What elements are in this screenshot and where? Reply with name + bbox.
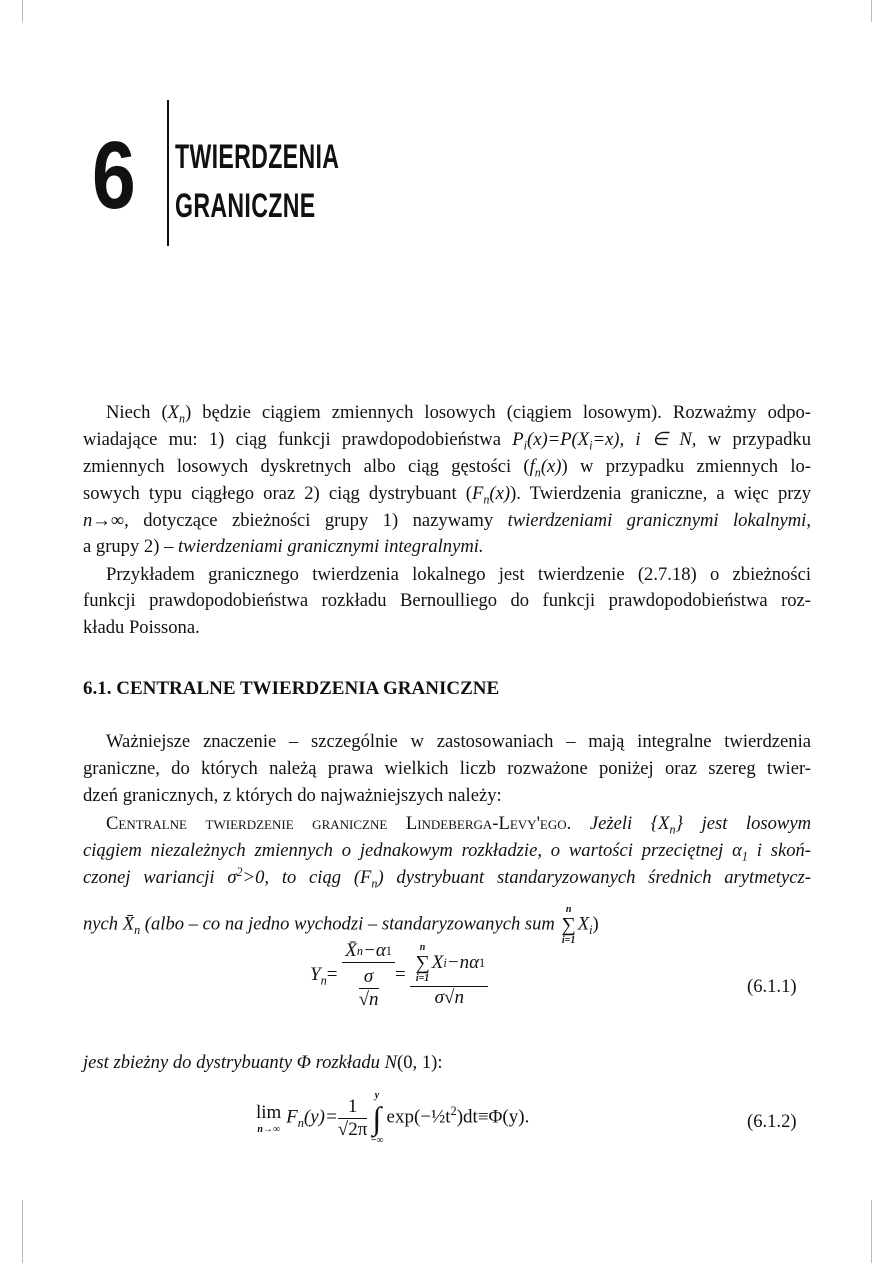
formula-text: )dt≡Φ(y). xyxy=(456,1106,530,1128)
text-run: n xyxy=(534,465,541,480)
text-run: n xyxy=(669,822,676,837)
fraction: n ∑ i=1 X i −nα 1 σ√n xyxy=(410,942,488,1009)
text-run: ) będzie ciągiem zmiennych losowych (ciągiem losowym). Rozważmy odpo- xyxy=(185,402,811,423)
text-line xyxy=(83,840,811,862)
limit-operator xyxy=(256,1102,281,1135)
formula-text: √2π xyxy=(337,1118,368,1140)
text-run: X xyxy=(167,402,180,423)
text-line xyxy=(83,536,811,558)
text-run: ) dystrybuant standaryzowanych średnich arytmetycz- xyxy=(377,867,811,888)
sum-limit: n xyxy=(419,942,426,953)
text-run: f xyxy=(529,456,535,477)
text-line xyxy=(83,429,811,451)
text-run: w przypadku xyxy=(696,429,811,450)
text-run: kładu Poissona. xyxy=(83,617,200,638)
equation-number: (6.1.2) xyxy=(747,1111,797,1132)
text-run: (albo – co na jedno wychodzi – standaryzowanych sum xyxy=(140,913,560,935)
text-line xyxy=(83,564,811,586)
formula-text: n xyxy=(297,1116,304,1131)
text-run: Przykładem granicznego twierdzenia lokalnego jest twierdzenie (2.7.18) o zbieżności xyxy=(106,564,811,585)
formula-text: −α xyxy=(363,940,386,961)
text-run: dzeń granicznych, z których do najważniejszych należy: xyxy=(83,785,502,806)
formula-text: 2 xyxy=(450,1104,457,1119)
sum-symbol xyxy=(415,942,429,984)
formula-text: exp(−½t xyxy=(386,1106,451,1128)
text-run: →∞, dotyczące zbieżności grupy 1) nazywamy xyxy=(92,510,508,531)
text-run: to ciąg (F xyxy=(281,867,372,888)
sum-symbol xyxy=(562,904,576,946)
formula-text: y xyxy=(374,1090,380,1101)
formula-text: √n xyxy=(358,989,379,1010)
text-run: (0, 1): xyxy=(397,1052,443,1073)
sum-limit: i=1 xyxy=(415,973,430,984)
chapter-title-line2: GRANICZNE xyxy=(175,187,316,225)
text-line xyxy=(83,731,811,753)
text-run: N xyxy=(384,1052,398,1073)
text-run: 2 xyxy=(236,864,243,879)
text-run: nych X̄ xyxy=(83,913,135,935)
sum-limit: i=1 xyxy=(561,935,576,946)
text-run: Centralne twierdzenie graniczne Lindeberga-Levy'ego. xyxy=(106,813,572,834)
formula-text: −∞ xyxy=(370,1135,384,1146)
text-run: sowych typu ciągłego oraz 2) ciąg dystrybuant ( xyxy=(83,483,473,504)
chapter-divider xyxy=(167,100,169,246)
text-run: twierdzeniami granicznymi integralnymi. xyxy=(178,536,484,557)
chapter-number: 6 xyxy=(92,122,136,229)
text-run: P xyxy=(512,429,524,450)
text-run: >0, xyxy=(242,867,282,888)
sum-limit: n xyxy=(565,904,572,915)
formula-text: = xyxy=(326,963,338,985)
text-run: twierdzeniami granicznymi lokalnymi xyxy=(507,510,807,531)
formula-text: σ√n xyxy=(434,987,464,1008)
text-run: zmiennych losowych dyskretnych albo ciąg gęstości ( xyxy=(83,456,530,477)
text-run: =x), i ∈ N, xyxy=(592,429,697,450)
conclusion-line xyxy=(83,1052,811,1074)
fraction xyxy=(338,1096,368,1141)
crop-mark xyxy=(871,0,872,22)
text-run: funkcji prawdopodobieństwa rozkładu Bernoulliego do funkcji prawdopodobieństwa roz- xyxy=(83,590,811,611)
formula-text: −nα xyxy=(446,952,480,973)
text-line xyxy=(83,785,811,807)
text-run: (x) xyxy=(540,456,562,477)
text-run: ). Twierdzenia graniczne, a więc przy xyxy=(510,483,811,504)
text-run: ciągiem niezależnych zmiennych o jednakowym rozkładzie, o wartości przeciętnej α xyxy=(83,840,742,861)
text-run: } jest losowym xyxy=(675,813,812,834)
sum-glyph: ∑ xyxy=(561,914,576,936)
text-line xyxy=(83,864,811,891)
formula-text: σ xyxy=(363,966,374,987)
text-run: (x)=P(X xyxy=(527,429,590,450)
formula-text: n xyxy=(320,973,327,988)
formula-text: F xyxy=(286,1106,298,1128)
text-run: 1 xyxy=(741,849,748,864)
integral-operator xyxy=(370,1090,383,1146)
text-run: i skoń- xyxy=(747,840,811,861)
text-run: F xyxy=(472,483,484,504)
text-run: n xyxy=(83,510,93,531)
formula-text: = xyxy=(394,963,406,985)
text-line xyxy=(83,483,811,505)
text-run: ) xyxy=(592,913,599,935)
text-line xyxy=(83,456,811,478)
text-run: ) w przypadku zmiennych lo- xyxy=(561,456,811,477)
formula-6-1-1 xyxy=(310,940,488,1011)
text-run: (x) xyxy=(489,483,511,504)
text-run: graniczne, do których należą prawa wielkich liczb rozważone poniżej oraz szereg twier- xyxy=(83,758,811,779)
equation-number: (6.1.1) xyxy=(747,976,797,997)
chapter-title-line1: TWIERDZENIA xyxy=(175,138,340,176)
text-run: wiadające mu: 1) ciąg funkcji prawdopodobieństwa xyxy=(83,429,513,450)
crop-mark xyxy=(22,1200,23,1263)
text-run: n xyxy=(179,411,186,426)
formula-text: Y xyxy=(310,963,321,985)
text-run: n xyxy=(134,922,141,937)
formula-text: X xyxy=(431,952,444,973)
formula-text: 1 xyxy=(347,1095,358,1117)
formula-6-1-2 xyxy=(256,1090,529,1146)
text-line xyxy=(83,617,811,639)
text-run: Niech ( xyxy=(106,402,168,423)
text-run: jest zbieżny do dystrybuanty Φ rozkładu xyxy=(83,1052,385,1073)
text-run: X xyxy=(577,913,590,935)
formula-text: n→∞ xyxy=(257,1123,281,1135)
text-line xyxy=(83,813,811,835)
fraction: X̄ n −α 1 $\frac{\sigma}{√n}$ xyxy=(342,940,395,1011)
text-run: n xyxy=(483,492,490,507)
text-line xyxy=(83,402,811,424)
text-run: Ważniejsze znaczenie – szczególnie w zastosowaniach – mają integralne twierdzenia xyxy=(106,731,811,752)
text-run: a grupy 2) – xyxy=(83,536,179,557)
formula-text: (y)= xyxy=(303,1106,338,1128)
text-run: Jeżeli {X xyxy=(571,813,670,834)
text-run: czonej wariancji σ xyxy=(83,867,237,888)
text-run: i xyxy=(589,922,593,937)
formula-text: lim xyxy=(256,1101,282,1123)
formula-text: X̄ xyxy=(345,940,357,961)
text-run: i xyxy=(523,438,528,453)
text-line xyxy=(83,590,811,612)
section-heading: 6.1. CENTRALNE TWIERDZENIA GRANICZNE xyxy=(83,678,500,699)
integral-symbol: ∫ xyxy=(372,1100,382,1136)
crop-mark xyxy=(871,1200,872,1263)
text-run: , xyxy=(806,510,811,531)
text-run: n xyxy=(371,876,378,891)
sum-glyph: ∑ xyxy=(415,952,430,974)
text-line xyxy=(83,758,811,780)
crop-mark xyxy=(22,0,23,22)
text-run: i xyxy=(589,438,593,453)
text-line xyxy=(83,510,811,532)
